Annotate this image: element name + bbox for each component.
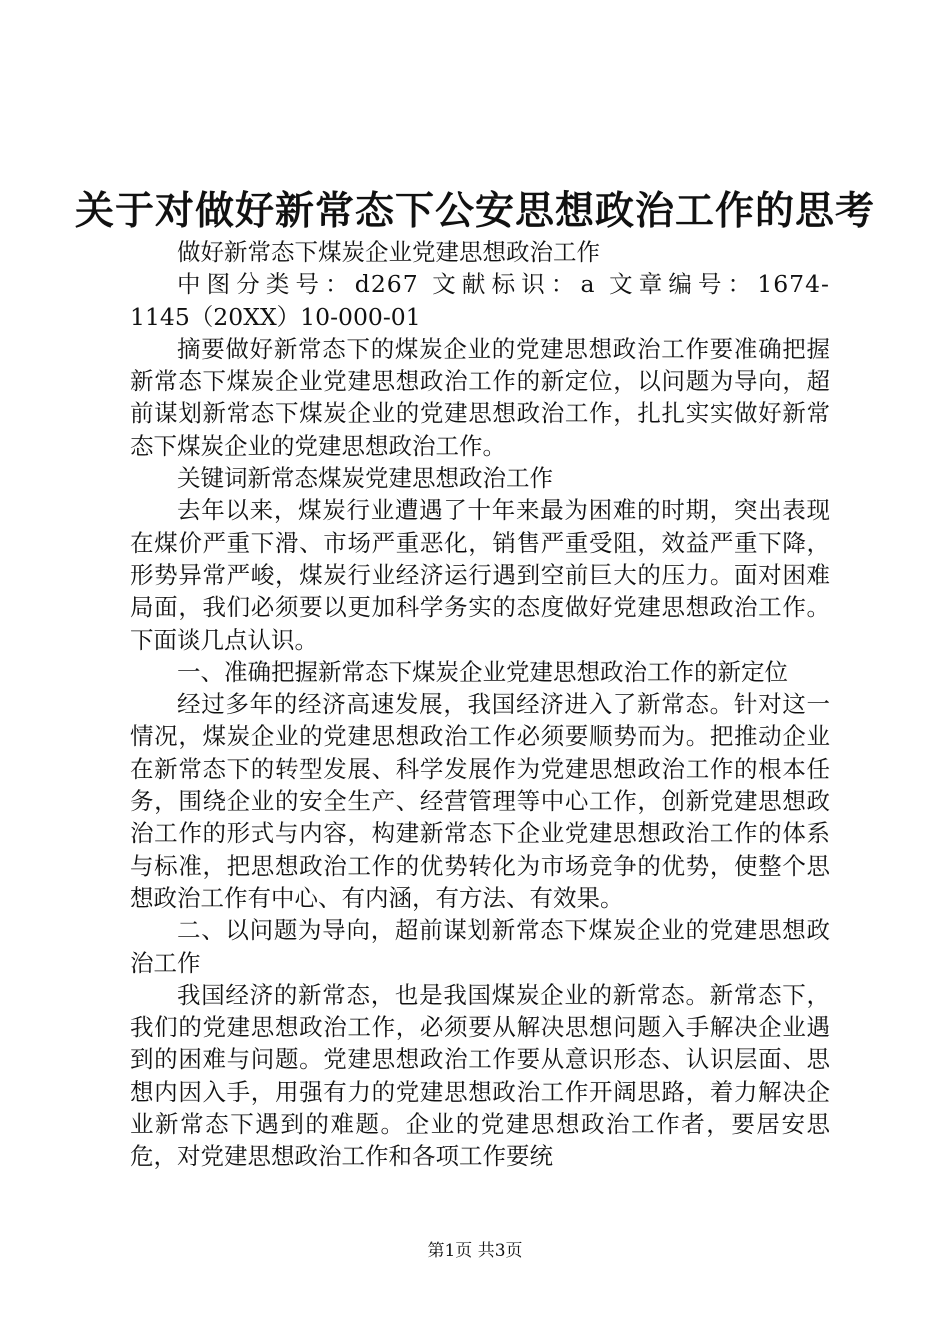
classification-line-1: 中图分类号：d267 文献标识：a 文章编号：1674-	[177, 270, 830, 299]
section-heading-2: 二、以问题为导向，超前谋划新常态下煤炭企业的党建思想政治工作	[130, 916, 830, 977]
paragraph-keywords: 关键词新常态煤炭党建思想政治工作	[177, 464, 553, 493]
document-body	[130, 236, 830, 1173]
section-heading-1: 一、准确把握新常态下煤炭企业党建思想政治工作的新定位	[177, 657, 788, 686]
paragraph-intro: 去年以来，煤炭行业遭遇了十年来最为困难的时期，突出表现在煤价严重下滑、市场严重恶化，销售严重受阻，效益严重下降，形势异常严峻，煤炭行业经济运行遇到空前巨大的压力。面对困难局面，我们必须要以更加科学务实的态度做好党建思想政治工作。下面谈几点认识。	[130, 496, 830, 654]
page-footer: 第1页 共3页	[427, 1241, 523, 1261]
paragraph-section-2: 我国经济的新常态，也是我国煤炭企业的新常态。新常态下，我们的党建思想政治工作，必须要从解决思想问题入手解决企业遇到的困难与问题。党建思想政治工作要从意识形态、认识层面、思想内因入手，用强有力的党建思想政治工作开阔思路，着力解决企业新常态下遇到的难题。企业的党建思想政治工作者，要居安思危，对党建思想政治工作和各项工作要统	[130, 980, 830, 1171]
paragraph-abstract: 摘要做好新常态下的煤炭企业的党建思想政治工作要准确把握新常态下煤炭企业党建思想政治工作的新定位，以问题为导向，超前谋划新常态下煤炭企业的党建思想政治工作，扎扎实实做好新常态下煤炭企业的党建思想政治工作。	[130, 334, 830, 460]
classification-line-2: 1145（20XX）10-000-01	[130, 302, 421, 331]
paragraph-section-1: 经过多年的经济高速发展，我国经济进入了新常态。针对这一情况，煤炭企业的党建思想政治工作必须要顺势而为。把推动企业在新常态下的转型发展、科学发展作为党建思想政治工作的根本任务，围绕企业的安全生产、经营管理等中心工作，创新党建思想政治工作的形式与内容，构建新常态下企业党建思想政治工作的体系与标准，把思想政治工作的优势转化为市场竞争的优势，使整个思想政治工作有中心、有内涵，有方法、有效果。	[130, 690, 830, 912]
subtitle: 做好新常态下煤炭企业党建思想政治工作	[177, 238, 600, 266]
document-title: 关于对做好新常态下公安思想政治工作的思考	[74, 188, 875, 234]
